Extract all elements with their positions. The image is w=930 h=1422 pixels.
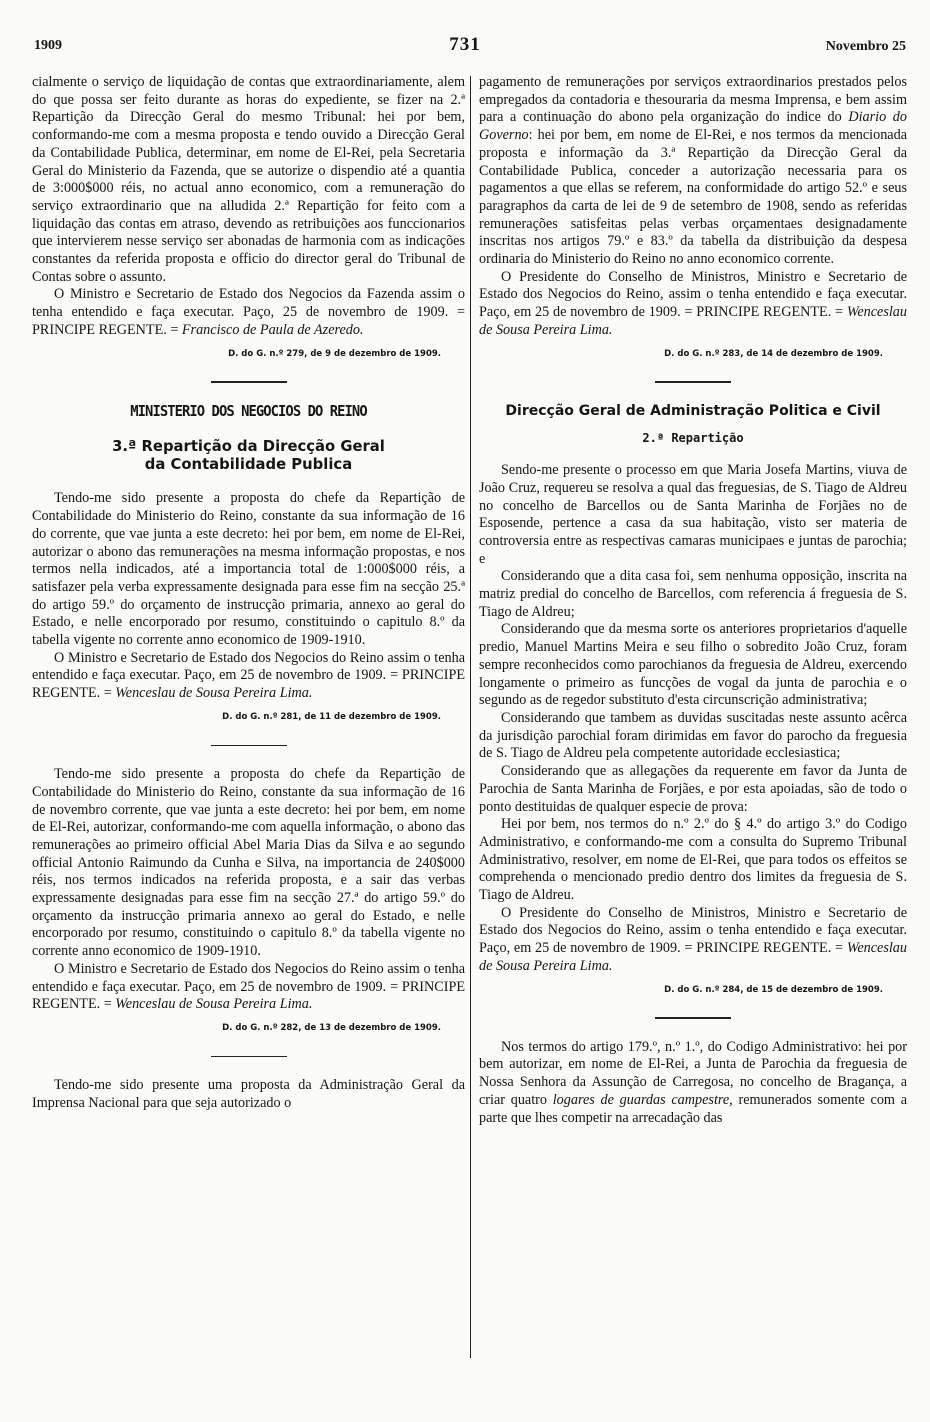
signature: Wenceslau de Sousa Pereira Lima. [115, 685, 313, 702]
paragraph: Considerando que a dita casa foi, sem nenhuma opposição, inscrita na matriz predial do concelho de Barcellos, com referencia á freguesia de S. Tiago de Aldreu; [479, 568, 907, 620]
header-year: 1909 [34, 38, 62, 53]
publication-reference: D. do G. n.º 283, de 14 de dezembro de 1909. [664, 348, 883, 359]
page-header [0, 36, 930, 60]
paragraph: Tendo-me sido presente a proposta do chefe da Repartição de Contabilidade do Ministerio do Reino, constante da sua informação de 16 de novembro corrente, que vae junta a este decreto: hei por bem, em nome de El-Rei, autorizar, conformando-me com aquella informação, o abono das remunerações ao primeiro official Abel Maria Dias da Silva e ao segundo official Antonio Raimundo da Cunha e Silva, na importancia de 240$000 réis, nos termos indicados na referida proposta, e a sair das verbas expressamente designadas para esse fim na secção 27.ª do artigo 59.º do orçamento da instrucção primaria annexo ao geral do Estado, e nelle encorporado por resumo, constituindo o capitulo 8.º da tabella vigente no corrente anno economico de 1909-1910. [32, 766, 465, 960]
decree-closing: O Ministro e Secretario de Estado dos Negocios do Reino assim o tenha entendido e faça executar. Paço, em 25 de novembro de 1909. = PRINCIPE REGENTE. = [32, 960, 465, 1013]
paragraph-text: : hei por bem, em nome de El-Rei, e nos termos da mencionada proposta e informação da 3.ª Repartição da Direcção Geral da Contabilidade Publica, conceder a autorização necessaria para os pagamentos a que ellas se referem, na conformidade do artigo 52.º e seus paragraphos da carta de lei de 9 de setembro de 1908, sendo as referidas remunerações satisfeitas pelas verbas orçamentaes designadamente inscritas nos artigos 79.º e 83.º da tabella da distribuição da despesa ordinaria do Ministerio do Reino no anno economico corrente. [479, 127, 907, 268]
publication-reference: D. do G. n.º 284, de 15 de dezembro de 1909. [664, 984, 883, 995]
italic-phrase: logares de guardas campestre, [552, 1091, 733, 1108]
direction-heading: Direcção Geral de Administração Politica e Civil [505, 402, 881, 419]
paragraph [32, 650, 465, 703]
paragraph: Hei por bem, nos termos do n.º 2.º do § 4.º do artigo 3.º do Codigo Administrativo, e conformando-me com a consulta do Supremo Tribunal Administrativo, resolver, em nome de El-Rei, que para todos os effeitos se comprehenda o mencionado predio dentro dos limites da freguesia de S. Tiago de Aldreu. [479, 816, 907, 904]
separator-rule [211, 745, 287, 747]
column-divider [470, 76, 471, 1358]
paragraph: cialmente o serviço de liquidação de contas que extraordinariamente, alem do que possa ser feito durante as horas do expediente, se fizer na 2.ª Repartição da Direcção Geral do mesmo Tribunal: hei por bem, conformando-me com a mesma proposta e tendo ouvido a Direcção Geral da Contabilidade Publica, determinar, em nome de El-Rei, pela Secretaria Geral do Ministerio da Fazenda, que se autorize o dispendio até a quantia de 3:000$000 réis, no actual anno economico, com a remuneração do serviço extraordinario que na alludida 2.ª Repartição for feito com a liquidação das contas em atraso, devendo as retribuições aos funccionarios que intervierem nesse serviço ser abonadas de harmonia com as indicações constantes da referida proposta e officio do director geral do Tribunal de Contas sobre o assunto. [32, 74, 465, 285]
paragraph: Tendo-me sido presente a proposta do chefe da Repartição de Contabilidade do Ministerio do Reino, constante da sua informação de 16 do corrente, que vae junta a este decreto: hei por bem, em nome de El-Rei, autorizar o abono das remunerações na mesma informação propostas, e nos termos nella indicados, até a importancia total de 1:000$000 réis, a satisfazer pela verba expressamente designada para esse fim na secção 25.ª do artigo 59.º do orçamento de instrucção primaria, annexo ao geral do Estado, e nelle encorporado por resumo, constituindo o capitulo 8.º da tabella vigente no corrente anno economico de 1909-1910. [32, 490, 465, 649]
separator-rule [655, 1017, 731, 1019]
paragraph: Considerando que tambem as duvidas suscitadas neste assunto acêrca da jurisdição parochial foram dirimidas em favor do parocho da freguesia de S. Tiago de Aldreu pela competente autoridade ecclesiastica; [479, 710, 907, 762]
paragraph-text: Nos termos do artigo 179.º, n.º 1.º, do Codigo Administrativo: hei por bem autorizar, em nome de El-Rei, a Junta de Parochia da freguesia de Nossa Senhora da Assunção de Carregosa, no concelho de Bragança, a criar quatro [479, 1038, 907, 1108]
signature: Francisco de Paula de Azeredo. [181, 321, 364, 338]
separator-rule [211, 1056, 287, 1058]
paragraph [32, 961, 465, 1014]
italic-title: Diario do Governo [479, 109, 907, 144]
paragraph [479, 1039, 907, 1128]
subheading-line: 3.ª Repartição da Direcção Geral [112, 438, 385, 456]
paragraph: Sendo-me presente o processo em que Maria Josefa Martins, viuva de João Cruz, requereu se resolva a qual das freguesias, de S. Tiago de Aldreu no concelho de Barcellos ou de Santa Marinha de Forjães no de Esposende, pertence a casa da sua habitação, visto ser materia de controversia entre as respectivas camaras municipaes e juntas de parochia; e [479, 462, 907, 567]
header-date: Novembro 25 [825, 39, 906, 54]
separator-rule [655, 381, 731, 383]
page-number: 731 [449, 34, 481, 55]
signature: Wenceslau de Sousa Pereira Lima. [479, 304, 907, 338]
paragraph [479, 905, 907, 976]
paragraph [479, 74, 907, 269]
publication-reference: D. do G. n.º 281, de 11 de dezembro de 1909. [222, 711, 441, 722]
publication-reference: D. do G. n.º 279, de 9 de dezembro de 1909. [228, 348, 441, 359]
paragraph: Considerando que da mesma sorte os anteriores proprietarios d'aquelle predio, Manuel Martins Meira e seu filho o sobredito João Cruz, foram sempre reconhecidos como parochianos da freguesia de Aldreu, exercendo longamente o primeiro as funcções de vogal da junta de parochia e o segundo as de regedor substituto d'esta circunscrição administrativa; [479, 621, 907, 709]
right-column [479, 74, 907, 1127]
signature: Wenceslau de Sousa Pereira Lima. [115, 996, 313, 1013]
decree-closing: O Presidente do Conselho de Ministros, Ministro e Secretario de Estado dos Negocios do Reino, assim o tenha entendido e faça executar. Paço, em 25 de novembro de 1909. = PRINCIPE REGENTE. = [479, 268, 907, 321]
decree-closing: O Presidente do Conselho de Ministros, Ministro e Secretario de Estado dos Negocios do Reino, assim o tenha entendido e faça executar. Paço, em 25 de novembro de 1909. = PRINCIPE REGENTE. = [479, 904, 907, 957]
paragraph-text: remunerados somente com a parte que lhes competir na arrecadação das [479, 1091, 907, 1126]
ministry-heading: MINISTERIO DOS NEGOCIOS DO REINO [130, 401, 367, 420]
decree-closing: O Ministro e Secretario de Estado dos Negocios da Fazenda assim o tenha entendido e faça executar. Paço, 25 de novembro de 1909. = PRINCIPE REGENTE. = [32, 286, 465, 338]
signature: Wenceslau de Sousa Pereira Lima. [479, 940, 907, 974]
paragraph [32, 286, 465, 339]
separator-rule [211, 381, 287, 383]
paragraph [479, 269, 907, 340]
section-subheading [32, 438, 465, 474]
decree-closing: O Ministro e Secretario de Estado dos Negocios do Reino assim o tenha entendido e faça executar. Paço, em 25 de novembro de 1909. = PRINCIPE REGENTE. = [32, 649, 465, 702]
paragraph: Considerando que as allegações da requerente em favor da Junta de Parochia de Santa Marinha de Forjães, e por esta apoiadas, são de todo o ponto destituidas de qualquer especie de prova: [479, 763, 907, 815]
subheading-line: da Contabilidade Publica [144, 456, 353, 474]
left-column [32, 74, 465, 1113]
repartition-heading: 2.ª Repartição [642, 431, 744, 446]
paragraph: Tendo-me sido presente uma proposta da Administração Geral da Imprensa Nacional para que seja autorizado o [32, 1077, 465, 1111]
publication-reference: D. do G. n.º 282, de 13 de dezembro de 1909. [222, 1022, 441, 1033]
paragraph-text: pagamento de remunerações por serviços extraordinarios prestados pelos empregados da contadoria e thesouraria da mesma Imprensa, e bem assim para a continuação do abono pela organização do indice do [479, 74, 907, 126]
